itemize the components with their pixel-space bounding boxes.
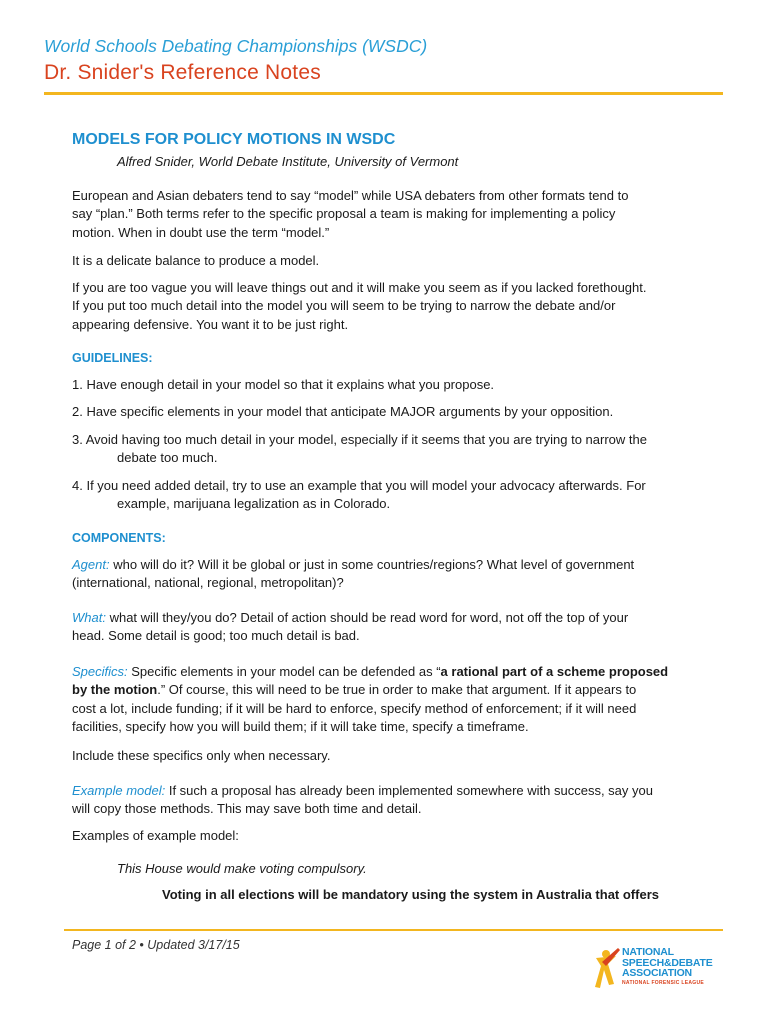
text-line: 2. Have specific elements in your model that anticipate MAJOR arguments by your opposition. xyxy=(72,404,614,419)
text-line: (international, national, regional, metropolitan)? xyxy=(72,575,344,591)
footer-page-info: Page 1 of 2 • Updated 3/17/15 xyxy=(72,938,240,952)
guideline-item xyxy=(72,431,708,468)
example-motion: This House would make voting compulsory. xyxy=(117,861,367,876)
component-agent xyxy=(72,556,712,593)
component-label: Agent: xyxy=(72,557,110,572)
text-line: example, marijuana legalization as in Colorado. xyxy=(117,496,391,512)
intro-paragraph-2: It is a delicate balance to produce a model. xyxy=(72,253,320,268)
specifics-note: Include these specifics only when necessary. xyxy=(72,748,331,763)
intro-paragraph-1 xyxy=(72,187,712,242)
guideline-item xyxy=(72,477,708,514)
text-line: European and Asian debaters tend to say “model” while USA debaters from other formats tend to xyxy=(72,188,629,203)
text-span: .” Of course, this will need to be true in order to make that argument. If it appears to xyxy=(157,682,637,698)
guidelines-heading: GUIDELINES: xyxy=(72,351,153,365)
logo-line: SPEECH&DEBATE xyxy=(622,956,713,969)
components-heading: COMPONENTS: xyxy=(72,531,166,545)
logo-subtitle: NATIONAL FORENSIC LEAGUE xyxy=(622,980,705,986)
text-line: motion. When in doubt use the term “model.” xyxy=(72,224,330,240)
guideline-item xyxy=(72,376,708,394)
text-line: 4. If you need added detail, try to use an example that you will model your advocacy afterwards. For xyxy=(72,478,646,493)
component-label: What: xyxy=(72,610,106,625)
document-title: MODELS FOR POLICY MOTIONS IN WSDC xyxy=(72,131,396,148)
text-line: say “plan.” Both terms refer to the specific proposal a team is making for implementing a policy xyxy=(72,206,616,222)
logo-line: ASSOCIATION xyxy=(622,967,692,979)
text-line: head. Some detail is good; too much detail is bad. xyxy=(72,628,360,644)
footer-divider xyxy=(64,929,723,931)
text-line: debate too much. xyxy=(117,450,218,466)
text-line: If you put too much detail into the model you will seem to be trying to narrow the debate and/or xyxy=(72,298,616,314)
logo-line: NATIONAL xyxy=(622,946,674,958)
component-label: Specifics: xyxy=(72,664,128,679)
document-author: Alfred Snider, World Debate Institute, University of Vermont xyxy=(117,154,459,169)
intro-paragraph-3 xyxy=(72,279,712,334)
text-line: appearing defensive. You want it to be just right. xyxy=(72,316,349,332)
text-line: will copy those methods. This may save both time and detail. xyxy=(72,801,422,817)
guideline-item xyxy=(72,403,708,421)
header-title: Dr. Snider's Reference Notes xyxy=(44,61,321,84)
header-divider xyxy=(44,92,723,95)
component-what xyxy=(72,609,712,646)
text-line: who will do it? Will it be global or just in some countries/regions? What level of government xyxy=(109,557,635,572)
component-specifics xyxy=(72,663,712,737)
examples-intro: Examples of example model: xyxy=(72,828,239,843)
text-line: If such a proposal has already been implemented somewhere with success, say you xyxy=(165,783,653,798)
text-line: If you are too vague you will leave things out and it will make you seem as if you lacked forethought. xyxy=(72,280,647,295)
text-span: Specific elements in your model can be defended as “ xyxy=(127,664,441,679)
component-label: Example model: xyxy=(72,783,166,798)
text-line: 1. Have enough detail in your model so that it explains what you propose. xyxy=(72,377,495,392)
emphasis-text: by the motion xyxy=(72,682,158,698)
header-series: World Schools Debating Championships (WSDC) xyxy=(44,36,428,56)
text-line: cost a lot, include funding; if it will be hard to enforce, specify method of enforcement; if it will need xyxy=(72,700,637,716)
text-line: 3. Avoid having too much detail in your model, especially if it seems that you are trying to narrow the xyxy=(72,432,647,447)
component-example-model xyxy=(72,782,712,819)
example-model-text: Voting in all elections will be mandatory using the system in Australia that offers xyxy=(162,887,659,902)
text-line: what will they/you do? Detail of action should be read word for word, not off the top of your xyxy=(105,610,629,625)
logo-wordmark xyxy=(622,947,713,979)
text-line: facilities, specify how you will build them; if it will take time, specify a timeframe. xyxy=(72,719,529,735)
emphasis-text: a rational part of a scheme proposed xyxy=(440,664,669,679)
